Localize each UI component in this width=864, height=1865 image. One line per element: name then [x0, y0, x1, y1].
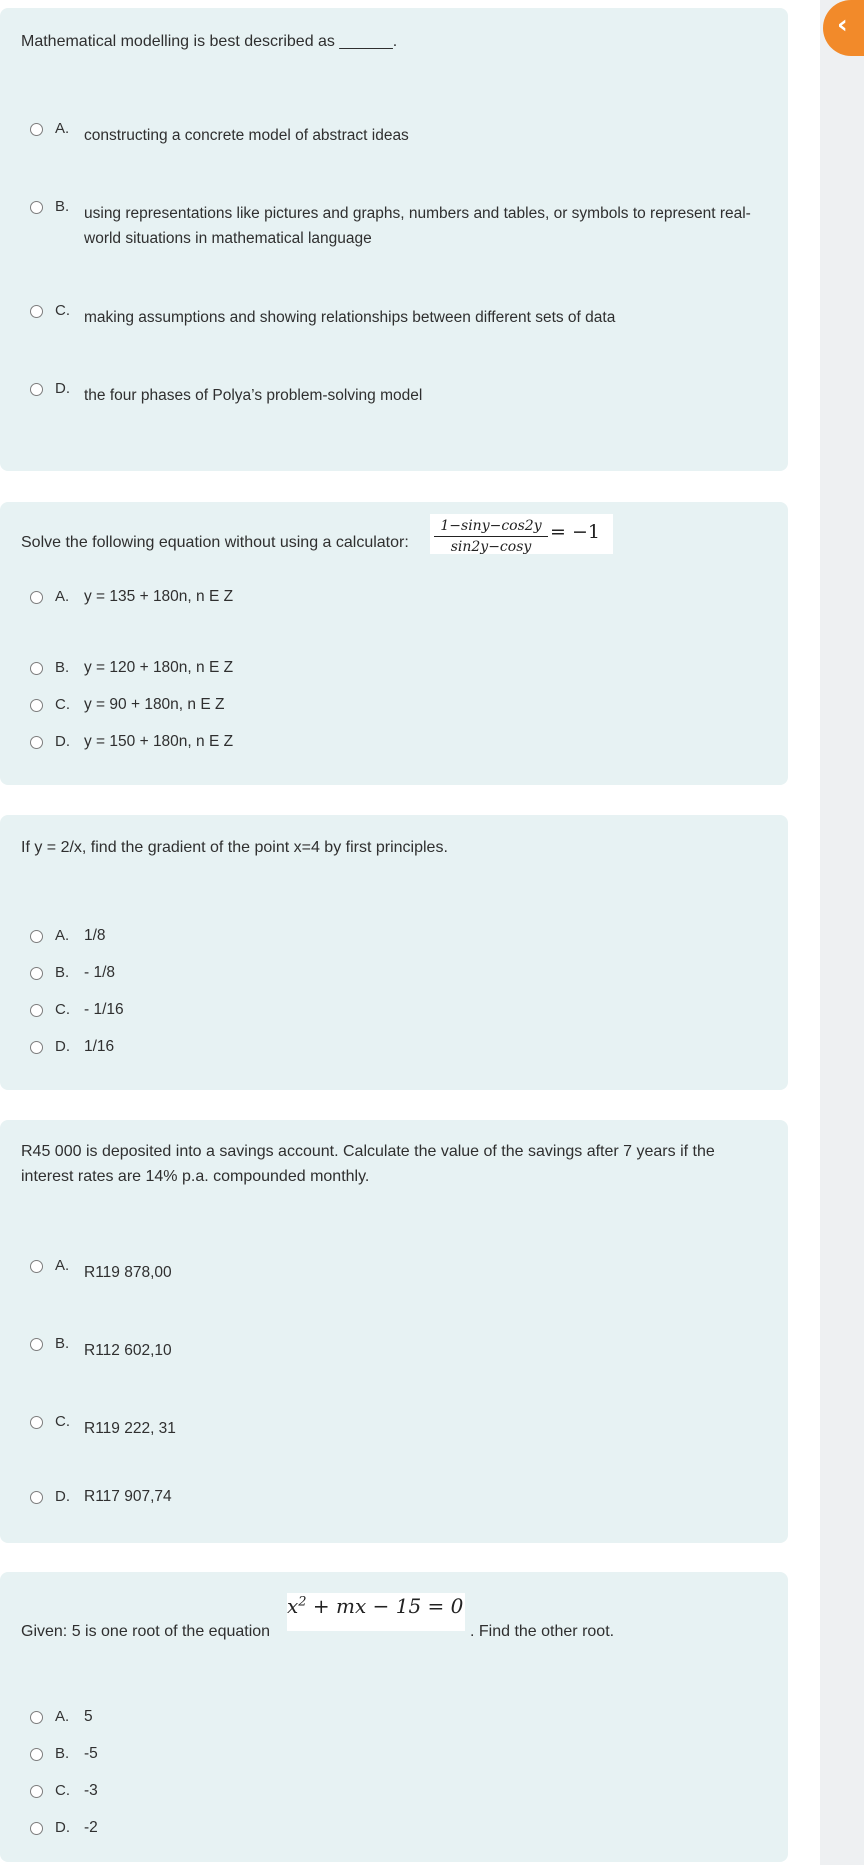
radio-button[interactable] — [30, 1748, 43, 1761]
option-letter: A. — [55, 927, 70, 944]
radio-button[interactable] — [30, 1491, 43, 1504]
option-letter: D. — [55, 1819, 70, 1836]
option-letter: B. — [55, 964, 70, 981]
option-text: the four phases of Polya’s problem-solving model — [84, 387, 423, 404]
option-text: 1/16 — [84, 1038, 115, 1055]
option-letter: D. — [55, 733, 70, 750]
equation-image — [287, 1593, 465, 1631]
option-text: making assumptions and showing relationships between different sets of data — [84, 309, 616, 326]
radio-button[interactable] — [30, 967, 43, 980]
chevron-left-icon: ‹ — [837, 10, 848, 40]
option-letter: A. — [55, 1257, 70, 1274]
radio-button[interactable] — [30, 1004, 43, 1017]
option-letter: A. — [55, 120, 70, 137]
question-card-1 — [0, 8, 788, 471]
question-text: Mathematical modelling is best described as ______. — [21, 33, 398, 50]
equation-exponent: 2 — [298, 1594, 307, 1610]
radio-button[interactable] — [30, 662, 43, 675]
question-text: Given: 5 is one root of the equation — [21, 1623, 271, 1640]
radio-button[interactable] — [30, 201, 43, 214]
radio-button[interactable] — [30, 930, 43, 943]
option-letter: C. — [55, 696, 70, 713]
question-card-2 — [0, 502, 788, 785]
option-letter: D. — [55, 1488, 70, 1505]
radio-button[interactable] — [30, 1416, 43, 1429]
option-letter: C. — [55, 1413, 70, 1430]
option-text: R119 878,00 — [84, 1264, 172, 1281]
option-text: R117 907,74 — [84, 1488, 172, 1505]
option-text: y = 135 + 180n, n E Z — [84, 588, 234, 605]
fraction-numerator: 1−siny−cos2y — [434, 518, 548, 537]
radio-button[interactable] — [30, 123, 43, 136]
option-text: using representations like pictures and graphs, numbers and tables, or symbols to represent real-world situations in mathematical language — [84, 205, 751, 247]
option-letter: A. — [55, 1708, 70, 1725]
option-letter: B. — [55, 198, 70, 215]
equation-base: x — [287, 1594, 299, 1618]
option-text: -3 — [84, 1782, 98, 1799]
option-letter: B. — [55, 659, 70, 676]
option-letter: B. — [55, 1745, 70, 1762]
equation-rest: + mx − 15 = 0 — [312, 1594, 464, 1618]
question-text: If y = 2/x, find the gradient of the point x=4 by first principles. — [21, 839, 448, 856]
option-letter: C. — [55, 1001, 70, 1018]
radio-button[interactable] — [30, 1711, 43, 1724]
question-text: R45 000 is deposited into a savings account. Calculate the value of the savings after 7 years if the interest rates are 14% p.a. compounded monthly. — [21, 1143, 715, 1185]
option-text: y = 90 + 180n, n E Z — [84, 696, 225, 713]
equation-rhs: = −1 — [550, 521, 600, 543]
radio-button[interactable] — [30, 591, 43, 604]
option-letter: D. — [55, 1038, 70, 1055]
radio-button[interactable] — [30, 699, 43, 712]
question-card-4 — [0, 1120, 788, 1543]
option-text: -5 — [84, 1745, 98, 1762]
option-text: y = 150 + 180n, n E Z — [84, 733, 234, 750]
radio-button[interactable] — [30, 1785, 43, 1798]
option-text: - 1/16 — [84, 1001, 124, 1018]
option-text: R119 222, 31 — [84, 1420, 176, 1437]
fraction-denominator: sin2y−cosy — [450, 539, 532, 555]
equation-image — [430, 514, 613, 554]
radio-button[interactable] — [30, 1338, 43, 1351]
radio-button[interactable] — [30, 1260, 43, 1273]
quadratic-equation — [287, 1594, 463, 1618]
option-text: 1/8 — [84, 927, 106, 944]
option-text: -2 — [84, 1819, 98, 1836]
radio-button[interactable] — [30, 305, 43, 318]
option-letter: D. — [55, 380, 70, 397]
option-text: 5 — [84, 1708, 93, 1725]
option-letter: B. — [55, 1335, 70, 1352]
question-card-3 — [0, 815, 788, 1090]
fraction — [434, 518, 548, 555]
question-card-5 — [0, 1572, 788, 1862]
option-text: constructing a concrete model of abstract ideas — [84, 127, 409, 144]
option-letter: C. — [55, 1782, 70, 1799]
option-text: y = 120 + 180n, n E Z — [84, 659, 234, 676]
option-letter: A. — [55, 588, 70, 605]
radio-button[interactable] — [30, 736, 43, 749]
option-text: R112 602,10 — [84, 1342, 172, 1359]
radio-button[interactable] — [30, 1041, 43, 1054]
option-text: - 1/8 — [84, 964, 116, 981]
option-letter: C. — [55, 302, 70, 319]
radio-button[interactable] — [30, 1822, 43, 1835]
question-text-after: . Find the other root. — [470, 1623, 615, 1640]
right-sidebar-rail — [820, 0, 864, 1865]
question-text: Solve the following equation without using a calculator: — [21, 534, 409, 551]
radio-button[interactable] — [30, 383, 43, 396]
